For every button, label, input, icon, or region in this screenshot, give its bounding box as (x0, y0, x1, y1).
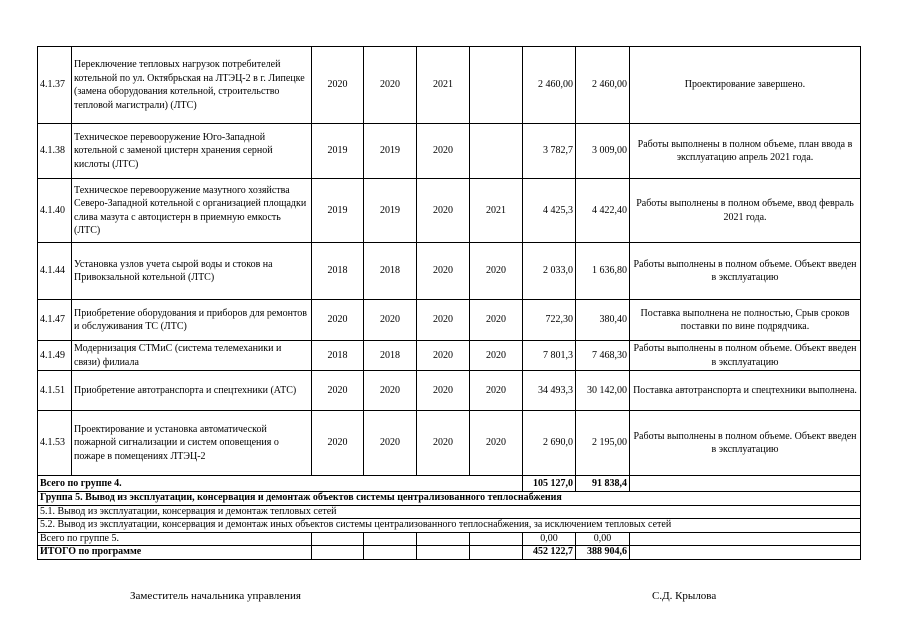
year-3: 2020 (417, 243, 470, 300)
empty-cell (630, 546, 861, 560)
year-4: 2020 (470, 411, 523, 476)
program-table (37, 46, 861, 560)
grand-total-value-1: 452 122,7 (523, 546, 576, 560)
year-1: 2020 (312, 411, 364, 476)
empty-cell (417, 532, 470, 546)
signature-position: Заместитель начальника управления (130, 590, 301, 602)
grand-total-label: ИТОГО по программе (38, 546, 312, 560)
value-2: 3 009,00 (576, 124, 630, 179)
year-1: 2018 (312, 243, 364, 300)
empty-cell (417, 546, 470, 560)
value-1: 4 425,3 (523, 179, 576, 243)
item-number: 4.1.44 (38, 243, 72, 300)
table-row (38, 300, 861, 341)
value-1: 2 460,00 (523, 47, 576, 124)
table-body (38, 47, 861, 560)
item-name: Техническое перевооружение Юго-Западной котельной с заменой цистерн хранения серной кислоты (ЛТС) (72, 124, 312, 179)
item-name: Модернизация СТМиС (система телемеханики и связи) филиала (72, 341, 312, 371)
total-group4-value-2: 91 838,4 (576, 476, 630, 492)
value-2: 4 422,40 (576, 179, 630, 243)
item-number: 4.1.40 (38, 179, 72, 243)
group5-subsection-1: 5.1. Вывод из эксплуатации, консервация и демонтаж тепловых сетей (38, 505, 861, 519)
value-2: 30 142,00 (576, 371, 630, 411)
empty-cell (312, 532, 364, 546)
group5-title: Группа 5. Вывод из эксплуатации, консервация и демонтаж объектов системы централизованного теплоснабжения (38, 492, 861, 506)
item-note: Работы выполнены в полном объеме. Объект введен в эксплуатацию (630, 341, 861, 371)
group5-sub1-row (38, 505, 861, 519)
year-3: 2020 (417, 411, 470, 476)
item-note: Поставка выполнена не полностью, Срыв сроков поставки по вине подрядчика. (630, 300, 861, 341)
year-1: 2020 (312, 47, 364, 124)
year-4 (470, 124, 523, 179)
year-1: 2019 (312, 179, 364, 243)
table-row (38, 243, 861, 300)
group5-title-row (38, 492, 861, 506)
year-1: 2020 (312, 300, 364, 341)
year-3: 2020 (417, 371, 470, 411)
year-4: 2020 (470, 341, 523, 371)
item-name: Переключение тепловых нагрузок потребителей котельной по ул. Октябрьская на ЛТЭЦ-2 в г. Липецке (замена оборудования котельной, строительство тепловой магистрали) (ЛТС) (72, 47, 312, 124)
item-note: Работы выполнены в полном объеме, план ввода в эксплуатацию апрель 2021 года. (630, 124, 861, 179)
year-4: 2021 (470, 179, 523, 243)
group5-sub2-row (38, 519, 861, 533)
table-row (38, 47, 861, 124)
value-1: 3 782,7 (523, 124, 576, 179)
empty-cell (630, 532, 861, 546)
year-1: 2018 (312, 341, 364, 371)
year-2: 2019 (364, 179, 417, 243)
item-name: Приобретение автотранспорта и спецтехники (АТС) (72, 371, 312, 411)
item-number: 4.1.47 (38, 300, 72, 341)
item-note: Проектирование завершено. (630, 47, 861, 124)
year-3: 2020 (417, 179, 470, 243)
total-group4-row (38, 476, 861, 492)
item-note: Работы выполнены в полном объеме, ввод февраль 2021 года. (630, 179, 861, 243)
year-2: 2019 (364, 124, 417, 179)
value-2: 7 468,30 (576, 341, 630, 371)
year-2: 2020 (364, 371, 417, 411)
total-group4-value-1: 105 127,0 (523, 476, 576, 492)
year-3: 2020 (417, 124, 470, 179)
value-1: 2 690,0 (523, 411, 576, 476)
total-group5-label: Всего по группе 5. (38, 532, 312, 546)
item-number: 4.1.51 (38, 371, 72, 411)
item-name: Проектирование и установка автоматической пожарной сигнализации и систем оповещения о пожаре в помещениях ЛТЭЦ-2 (72, 411, 312, 476)
table-row (38, 124, 861, 179)
table-row (38, 179, 861, 243)
grand-total-value-2: 388 904,6 (576, 546, 630, 560)
year-2: 2020 (364, 300, 417, 341)
value-1: 34 493,3 (523, 371, 576, 411)
table-row (38, 371, 861, 411)
item-number: 4.1.38 (38, 124, 72, 179)
empty-cell (312, 546, 364, 560)
year-1: 2020 (312, 371, 364, 411)
empty-cell (470, 546, 523, 560)
total-group5-row (38, 532, 861, 546)
table-row (38, 411, 861, 476)
item-note: Работы выполнены в полном объеме. Объект введен в эксплуатацию (630, 243, 861, 300)
year-2: 2020 (364, 411, 417, 476)
year-4: 2020 (470, 243, 523, 300)
item-name: Приобретение оборудования и приборов для ремонтов и обслуживания ТС (ЛТС) (72, 300, 312, 341)
year-2: 2018 (364, 341, 417, 371)
year-2: 2020 (364, 47, 417, 124)
value-2: 1 636,80 (576, 243, 630, 300)
value-2: 2 460,00 (576, 47, 630, 124)
total-group5-value-2: 0,00 (576, 532, 630, 546)
year-4: 2020 (470, 371, 523, 411)
year-3: 2020 (417, 300, 470, 341)
table-row (38, 341, 861, 371)
year-2: 2018 (364, 243, 417, 300)
item-note: Поставка автотранспорта и спецтехники выполнена. (630, 371, 861, 411)
group5-subsection-2: 5.2. Вывод из эксплуатации, консервация и демонтаж иных объектов системы централизованного теплоснабжения, за исключением тепловых сетей (38, 519, 861, 533)
grand-total-row (38, 546, 861, 560)
empty-cell (364, 532, 417, 546)
item-name: Установка узлов учета сырой воды и стоков на Привокзальной котельной (ЛТС) (72, 243, 312, 300)
value-1: 722,30 (523, 300, 576, 341)
item-number: 4.1.53 (38, 411, 72, 476)
item-note: Работы выполнены в полном объеме. Объект введен в эксплуатацию (630, 411, 861, 476)
item-number: 4.1.37 (38, 47, 72, 124)
year-1: 2019 (312, 124, 364, 179)
total-group4-note (630, 476, 861, 492)
year-3: 2021 (417, 47, 470, 124)
item-name: Техническое перевооружение мазутного хозяйства Северо-Западной котельной с организацией площадки слива мазута с автоцистерн в приемную емкость (ЛТС) (72, 179, 312, 243)
total-group5-value-1: 0,00 (523, 532, 576, 546)
empty-cell (364, 546, 417, 560)
value-1: 2 033,0 (523, 243, 576, 300)
value-2: 380,40 (576, 300, 630, 341)
year-4: 2020 (470, 300, 523, 341)
value-2: 2 195,00 (576, 411, 630, 476)
year-4 (470, 47, 523, 124)
year-3: 2020 (417, 341, 470, 371)
item-number: 4.1.49 (38, 341, 72, 371)
total-group4-label: Всего по группе 4. (38, 476, 523, 492)
value-1: 7 801,3 (523, 341, 576, 371)
signature-name: С.Д. Крылова (652, 590, 717, 602)
empty-cell (470, 532, 523, 546)
